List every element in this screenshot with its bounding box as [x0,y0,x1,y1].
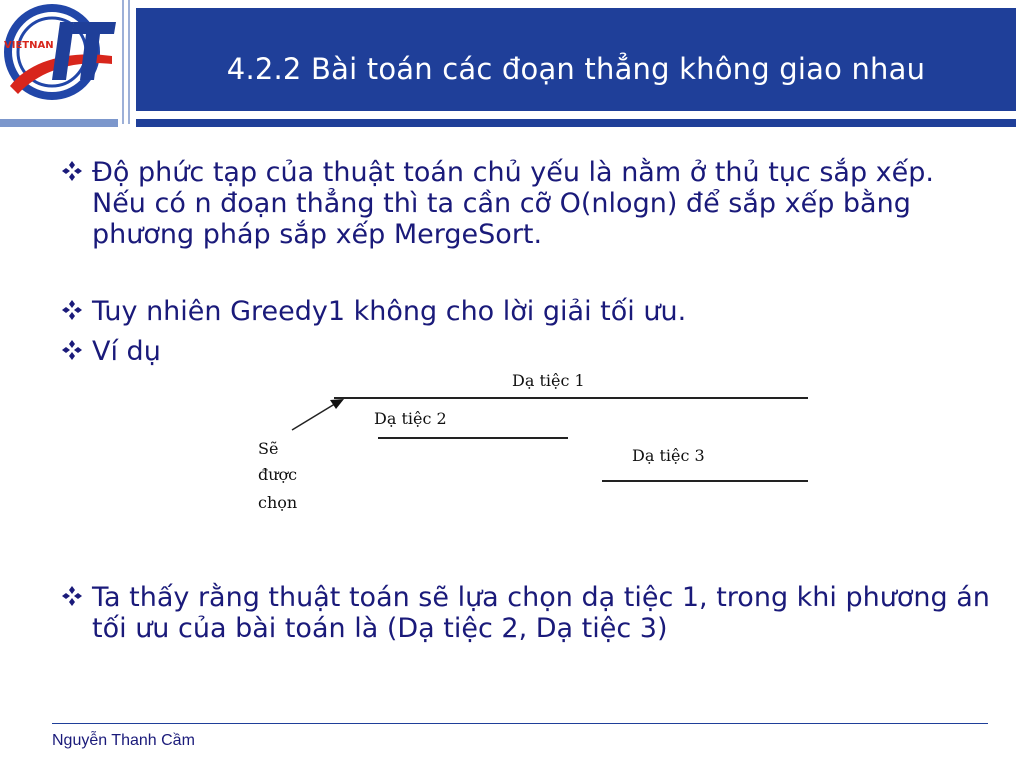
interval-diagram [240,362,830,532]
arrow-icon [292,399,344,430]
annotation-line-3: chọn [258,493,298,512]
label-party-3: Dạ tiệc 3 [632,446,705,465]
footer-divider [52,723,988,724]
bullet-text: Tuy nhiên Greedy1 không cho lời giải tối ưu. [92,296,687,327]
title-underline [136,119,1016,127]
slide-title: 4.2.2 Bài toán các đoạn thẳng không giao nhau [226,51,926,86]
logo [0,0,124,124]
diamond-four-icon [60,582,92,615]
bullet-2 [60,296,995,329]
diamond-four-icon [60,157,92,190]
bullet-1 [60,157,995,250]
title-bar [136,8,1016,111]
bullet-4 [60,582,995,644]
annotation-line-2: được [258,465,298,484]
bullet-text: Ví dụ [92,336,161,367]
left-underline [0,119,118,127]
corner-lines [120,0,136,124]
bullet-text: Độ phức tạp của thuật toán chủ yếu là nằm ở thủ tục sắp xếp. Nếu có n đoạn thẳng thì ta cần cỡ O(nlogn) để sắp xếp bằng phương pháp sắp xếp MergeSort. [92,157,934,250]
annotation-line-1: Sẽ [258,439,279,458]
logo-text: VIETNAN [4,40,54,51]
label-party-1: Dạ tiệc 1 [512,371,585,390]
bullet-text: Ta thấy rằng thuật toán sẽ lựa chọn dạ tiệc 1, trong khi phương án tối ưu của bài toán là (Dạ tiệc 2, Dạ tiệc 3) [92,582,990,644]
diamond-four-icon [60,336,92,369]
label-party-2: Dạ tiệc 2 [374,409,447,428]
diamond-four-icon [60,296,92,329]
footer-author: Nguyễn Thanh Cầm [52,732,195,749]
